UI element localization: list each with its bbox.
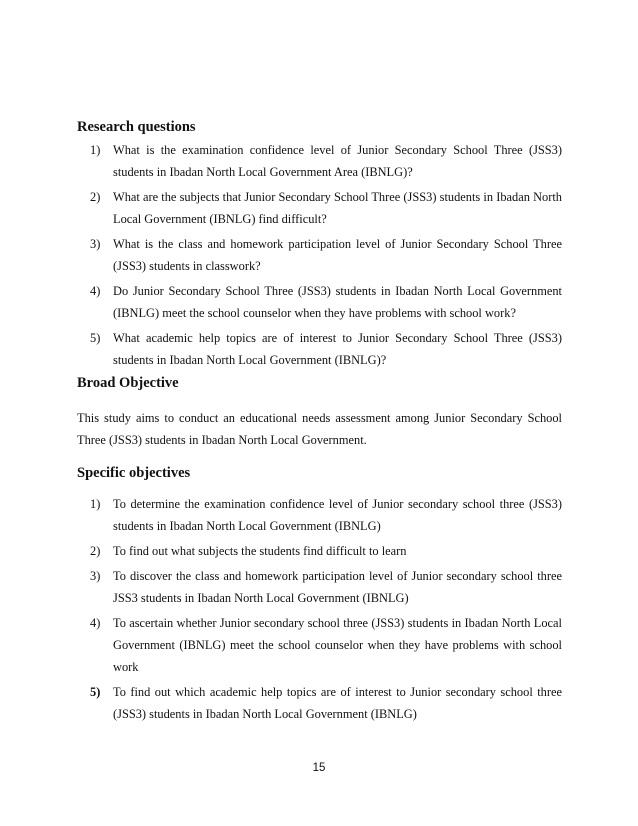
list-item-text: What academic help topics are of interest to Junior Secondary School Three (JSS3) students in Ibadan North Local Government (IBNLG)? xyxy=(113,331,562,367)
list-item xyxy=(90,493,562,537)
list-item xyxy=(90,139,562,183)
list-item xyxy=(90,280,562,324)
broad-objective-heading: Broad Objective xyxy=(77,375,179,391)
list-item-number: 5) xyxy=(90,331,101,345)
list-item xyxy=(90,233,562,277)
list-item-number: 5) xyxy=(90,685,101,699)
list-item xyxy=(90,327,562,371)
list-item-text: To find out which academic help topics are of interest to Junior secondary school three (JSS3) students in Ibadan North Local Government (IBNLG) xyxy=(113,685,562,721)
list-item-number: 1) xyxy=(90,497,101,511)
list-item xyxy=(90,612,562,678)
list-item-text: What are the subjects that Junior Secondary School Three (JSS3) students in Ibadan North Local Government (IBNLG) find difficult? xyxy=(113,190,562,226)
list-item-text: To ascertain whether Junior secondary school three (JSS3) students in Ibadan North Local Government (IBNLG) meet the school counselor when they have problems with school work xyxy=(113,616,562,674)
specific-objectives-heading: Specific objectives xyxy=(77,465,191,481)
list-item-text: Do Junior Secondary School Three (JSS3) students in Ibadan North Local Government (IBNLG) meet the school counselor when they have problems with school work? xyxy=(113,284,562,320)
specific-objectives-list xyxy=(90,493,562,728)
list-item-text: To determine the examination confidence level of Junior secondary school three (JSS3) students in Ibadan North Local Government (IBNLG) xyxy=(113,497,562,533)
list-item-text: What is the class and homework participation level of Junior Secondary School Three (JSS3) students in classwork? xyxy=(113,237,562,273)
list-item xyxy=(90,681,562,725)
list-item xyxy=(90,186,562,230)
list-item-number: 3) xyxy=(90,237,101,251)
list-item xyxy=(90,540,562,562)
list-item-text: What is the examination confidence level of Junior Secondary School Three (JSS3) students in Ibadan North Local Government Area (IBNLG)? xyxy=(113,143,562,179)
list-item-number: 3) xyxy=(90,569,101,583)
broad-objective-text: This study aims to conduct an educational needs assessment among Junior Secondary School Three (JSS3) students in Ibadan North Local Government. xyxy=(77,411,562,447)
list-item-text: To find out what subjects the students find difficult to learn xyxy=(113,544,407,558)
research-questions-heading: Research questions xyxy=(77,119,196,135)
list-item-number: 4) xyxy=(90,284,101,298)
list-item-number: 4) xyxy=(90,616,101,630)
list-item-text: To discover the class and homework participation level of Junior secondary school three JSS3 students in Ibadan North Local Government (IBNLG) xyxy=(113,569,562,605)
list-item-number: 1) xyxy=(90,143,101,157)
research-questions-list xyxy=(90,139,562,374)
list-item xyxy=(90,565,562,609)
list-item-number: 2) xyxy=(90,544,101,558)
list-item-number: 2) xyxy=(90,190,101,204)
page-number: 15 xyxy=(312,762,326,774)
